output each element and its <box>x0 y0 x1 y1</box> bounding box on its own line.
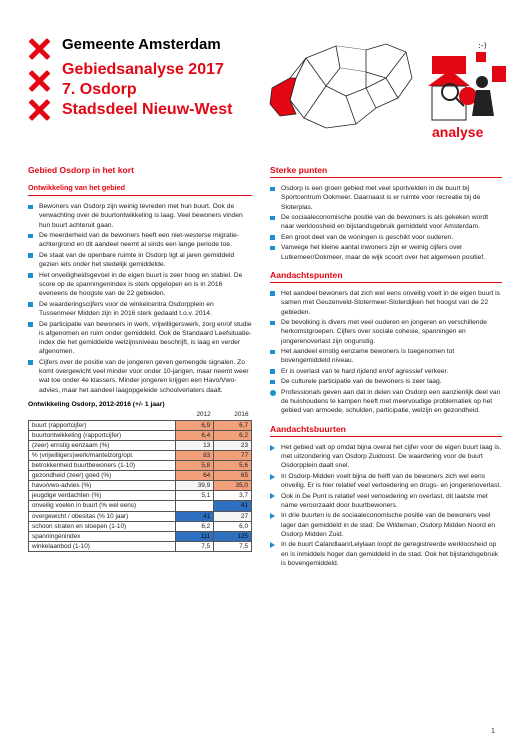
list-item: De participatie van bewoners in werk, vrijwilligerswerk, zorg en/of studie is afgenomen en ruim onder gemiddeld. Ook de Standaard Leefsituatie-index die het gemiddelde welzijnsniveau beschrijft, is laag en verder afgenomen. <box>28 320 252 357</box>
row-label: buurt (rapportcijfer) <box>29 420 176 430</box>
row-value: 41 <box>214 501 252 511</box>
row-value: 83 <box>176 450 214 460</box>
table-row <box>29 420 252 430</box>
row-label: % (vrijwilligers)werk/mantelzorg/opl. <box>29 450 176 460</box>
row-value: 6,2 <box>214 430 252 440</box>
divider <box>270 177 502 178</box>
list-item: Osdorp is een groen gebied met veel sportvelden in de buurt bij Sportcentrum Ookmeer. Daarnaast is er ruimte voor recreatie bij de Sloterplas. <box>270 184 502 212</box>
development-table <box>28 410 252 552</box>
list-item: In Osdorp-Midden voelt bijna de helft van de bewoners zich wel eens onveilig. Er is hier relatief veel verloedering en drugs- en jongerenoverlast. <box>270 472 502 491</box>
table-row <box>29 481 252 491</box>
table-row <box>29 430 252 440</box>
table-row <box>29 531 252 541</box>
year-header: 2012 <box>196 411 211 419</box>
district-map <box>266 38 414 134</box>
row-value: 35,0 <box>214 481 252 491</box>
table-row <box>29 491 252 501</box>
table-row <box>29 511 252 521</box>
row-label: overgewicht / obesitas (% 10 jaar) <box>29 511 176 521</box>
list-item: In de buurt Calandlaan/Lelylaan loopt de geregistreerde werkloosheid op en is inmiddels hoger dan gemiddeld in de stad. Ook het bijstandsgebruik is bovengemiddeld. <box>270 540 502 568</box>
list-item: Het gebied valt op omdat bijna overal het cijfer voor de eigen buurt laag is, met uitzondering van Osdorp Zuidoost. De waardering voor de buurt Osdorpplein daalt snel. <box>270 443 502 471</box>
list-item: Bewoners van Osdorp zijn weinig tevreden met hun buurt. Ook de verwachting over de buurtontwikkeling is laag. Veel bewoners vinden hun buurt achteruit gaan. <box>28 202 252 230</box>
divider <box>28 195 252 196</box>
table-row <box>29 471 252 481</box>
row-label: schoon straten en stoepen (1-10) <box>29 521 176 531</box>
table-row <box>29 450 252 460</box>
row-value: 23 <box>214 440 252 450</box>
row-value: 6,2 <box>176 521 214 531</box>
list-item: De waarderingscijfers voor de winkelcentra Osdorpplein en Tussenmeer Midden zijn in 2016 sterk gedaald t.o.v. 2014. <box>28 300 252 319</box>
attention-list <box>270 289 502 416</box>
attention-title: Aandachtspunten <box>270 269 343 280</box>
list-item: Vanwege het kleine aantal inwoners zijn er weinig cijfers over Lutkemeer/Ookmeer, maar de wijk scoort over het algemeen positief. <box>270 243 502 262</box>
organisation-name: Gemeente Amsterdam <box>62 36 221 53</box>
table-row <box>29 521 252 531</box>
list-item: Het onveiligheidsgevoel in de eigen buurt is zeer hoog en stabiel. De score op de spanningenindex is sterk opgelopen en is in 2016 eveneens de hoogste van de 22 gebieden. <box>28 271 252 299</box>
strengths-list <box>270 184 502 262</box>
list-item: Professionals geven aan dat in delen van Osdorp een aanzienlijk deel van de huishoudens te kampen heeft met meervoudige problematiek op het gebied van armoede, schulden, participatie, welzijn en gezondheid. <box>270 388 502 416</box>
strengths-title: Sterke punten <box>270 165 328 175</box>
row-label: jeugdige verdachten (%) <box>29 491 176 501</box>
table-row <box>29 440 252 450</box>
row-label: buurtontwikkeling (rapportcijfer) <box>29 430 176 440</box>
row-value: 65 <box>214 471 252 481</box>
section-title: Gebied Osdorp in het kort <box>28 165 134 175</box>
row-value: 13 <box>176 440 214 450</box>
right-column <box>270 165 502 570</box>
list-item: Het aandeel bewoners dat zich wel eens onveilig voelt in de eigen buurt is samen met Geuzenveld-Slotermeer-Sloterdijken het hoogst van de 22 gebieden. <box>270 289 502 317</box>
row-value: 6,0 <box>214 521 252 531</box>
neighbourhoods-title: Aandachtsbuurten <box>270 423 346 434</box>
page-number: 1 <box>490 726 495 735</box>
row-value: 64 <box>176 471 214 481</box>
row-value: 5,1 <box>176 491 214 501</box>
row-label: onveilig voelen in buurt (% wel eens) <box>29 501 176 511</box>
report-title: Gebiedsanalyse 2017 <box>62 61 224 78</box>
left-column <box>28 165 252 552</box>
list-item: De bevolking is divers met veel ouderen en jongeren en verschillende herkomstgroepen. Cijfers over sociale cohesie, spanningen en jongerenoverlast zijn ongunstig. <box>270 318 502 346</box>
row-label: havo/vwo-advies (%) <box>29 481 176 491</box>
list-item: De meerderheid van de bewoners heeft een niet-westerse migratie-achtergrond en dit aandeel neemt al sinds een lange periode toe. <box>28 231 252 250</box>
list-item: De culturele participatie van de bewoners is zeer laag. <box>270 377 502 386</box>
row-value: 39,9 <box>176 481 214 491</box>
list-item: Er is overlast van te hard rijdend en/of agressief verkeer. <box>270 367 502 376</box>
neighbourhoods-list <box>270 443 502 569</box>
row-value: 5,8 <box>176 461 214 471</box>
svg-text::-): :-) <box>478 41 487 50</box>
list-item: Een groot deel van de woningen is geschikt voor ouderen. <box>270 233 502 242</box>
table-title: Ontwikkeling Osdorp, 2012-2016 (+/- 1 jaar) <box>28 401 165 409</box>
row-value: 41 <box>176 511 214 521</box>
row-value: 6,4 <box>176 430 214 440</box>
row-label: winkelaanbod (1-10) <box>29 541 176 551</box>
row-label: gezondheid (zeer) goed (%) <box>29 471 176 481</box>
analyse-logo-text: analyse <box>432 124 484 140</box>
divider <box>270 436 502 437</box>
row-value: 6,9 <box>176 420 214 430</box>
row-value: 77 <box>214 450 252 460</box>
row-value: 111 <box>176 531 214 541</box>
district-name: Stadsdeel Nieuw-West <box>62 101 233 118</box>
list-item: In drie buurten is de sociaaleconomische positie van de bewoners veel lager dan gemiddeld in de stad: De Wildeman, Osdorp Midden Noord en Osdorp Midden Zuid. <box>270 511 502 539</box>
row-value: 6,7 <box>214 420 252 430</box>
year-header: 2016 <box>234 411 249 419</box>
list-item: Het aandeel ernstig eenzame bewoners is toegenomen tot bovengemiddeld niveau. <box>270 347 502 366</box>
row-label: (zeer) ernstig eenzaam (%) <box>29 440 176 450</box>
row-label: spanningenindex <box>29 531 176 541</box>
divider <box>270 282 502 283</box>
row-value: 27 <box>214 511 252 521</box>
list-item: De staat van de openbare ruimte in Osdorp ligt al jaren gemiddeld gezien iets onder het stedelijk gemiddelde. <box>28 251 252 270</box>
logo-cross-1 <box>28 38 50 60</box>
logo-cross-3 <box>28 99 50 121</box>
row-value: 3,7 <box>214 491 252 501</box>
table-row <box>29 541 252 551</box>
logo-cross-2 <box>28 70 50 92</box>
table-row <box>29 461 252 471</box>
row-value <box>176 501 214 511</box>
list-item: Cijfers over de positie van de jongeren geven gemengde signalen. Zo komt overgewicht veel minder voor onder 10-jarigen, maar neemt weer wat toe onder 4e klassers. Minder jongeren krijgen een Havo/Vwo-advies, maar het aandeel laagopgeleide schoolverlaters daalt. <box>28 358 252 395</box>
table-row <box>29 501 252 511</box>
area-name: 7. Osdorp <box>62 81 137 98</box>
row-label: betrokkenheid buurtbewoners (1-10) <box>29 461 176 471</box>
row-value: 7,5 <box>214 541 252 551</box>
row-value: 5,6 <box>214 461 252 471</box>
development-list <box>28 202 252 395</box>
table-header-row <box>29 410 252 420</box>
development-subtitle: Ontwikkeling van het gebied <box>28 183 126 192</box>
row-value: 7,5 <box>176 541 214 551</box>
list-item: De sociaaleconomische positie van de bewoners is als gekeken wordt naar werkloosheid en bijstandsgebruik gemiddeld voor Amsterdam. <box>270 213 502 232</box>
list-item: Ook in De Punt is relatief veel verloedering en overlast, dit laatste met name veroorzaakt door buurtbewoners. <box>270 492 502 511</box>
row-value: 125 <box>214 531 252 541</box>
